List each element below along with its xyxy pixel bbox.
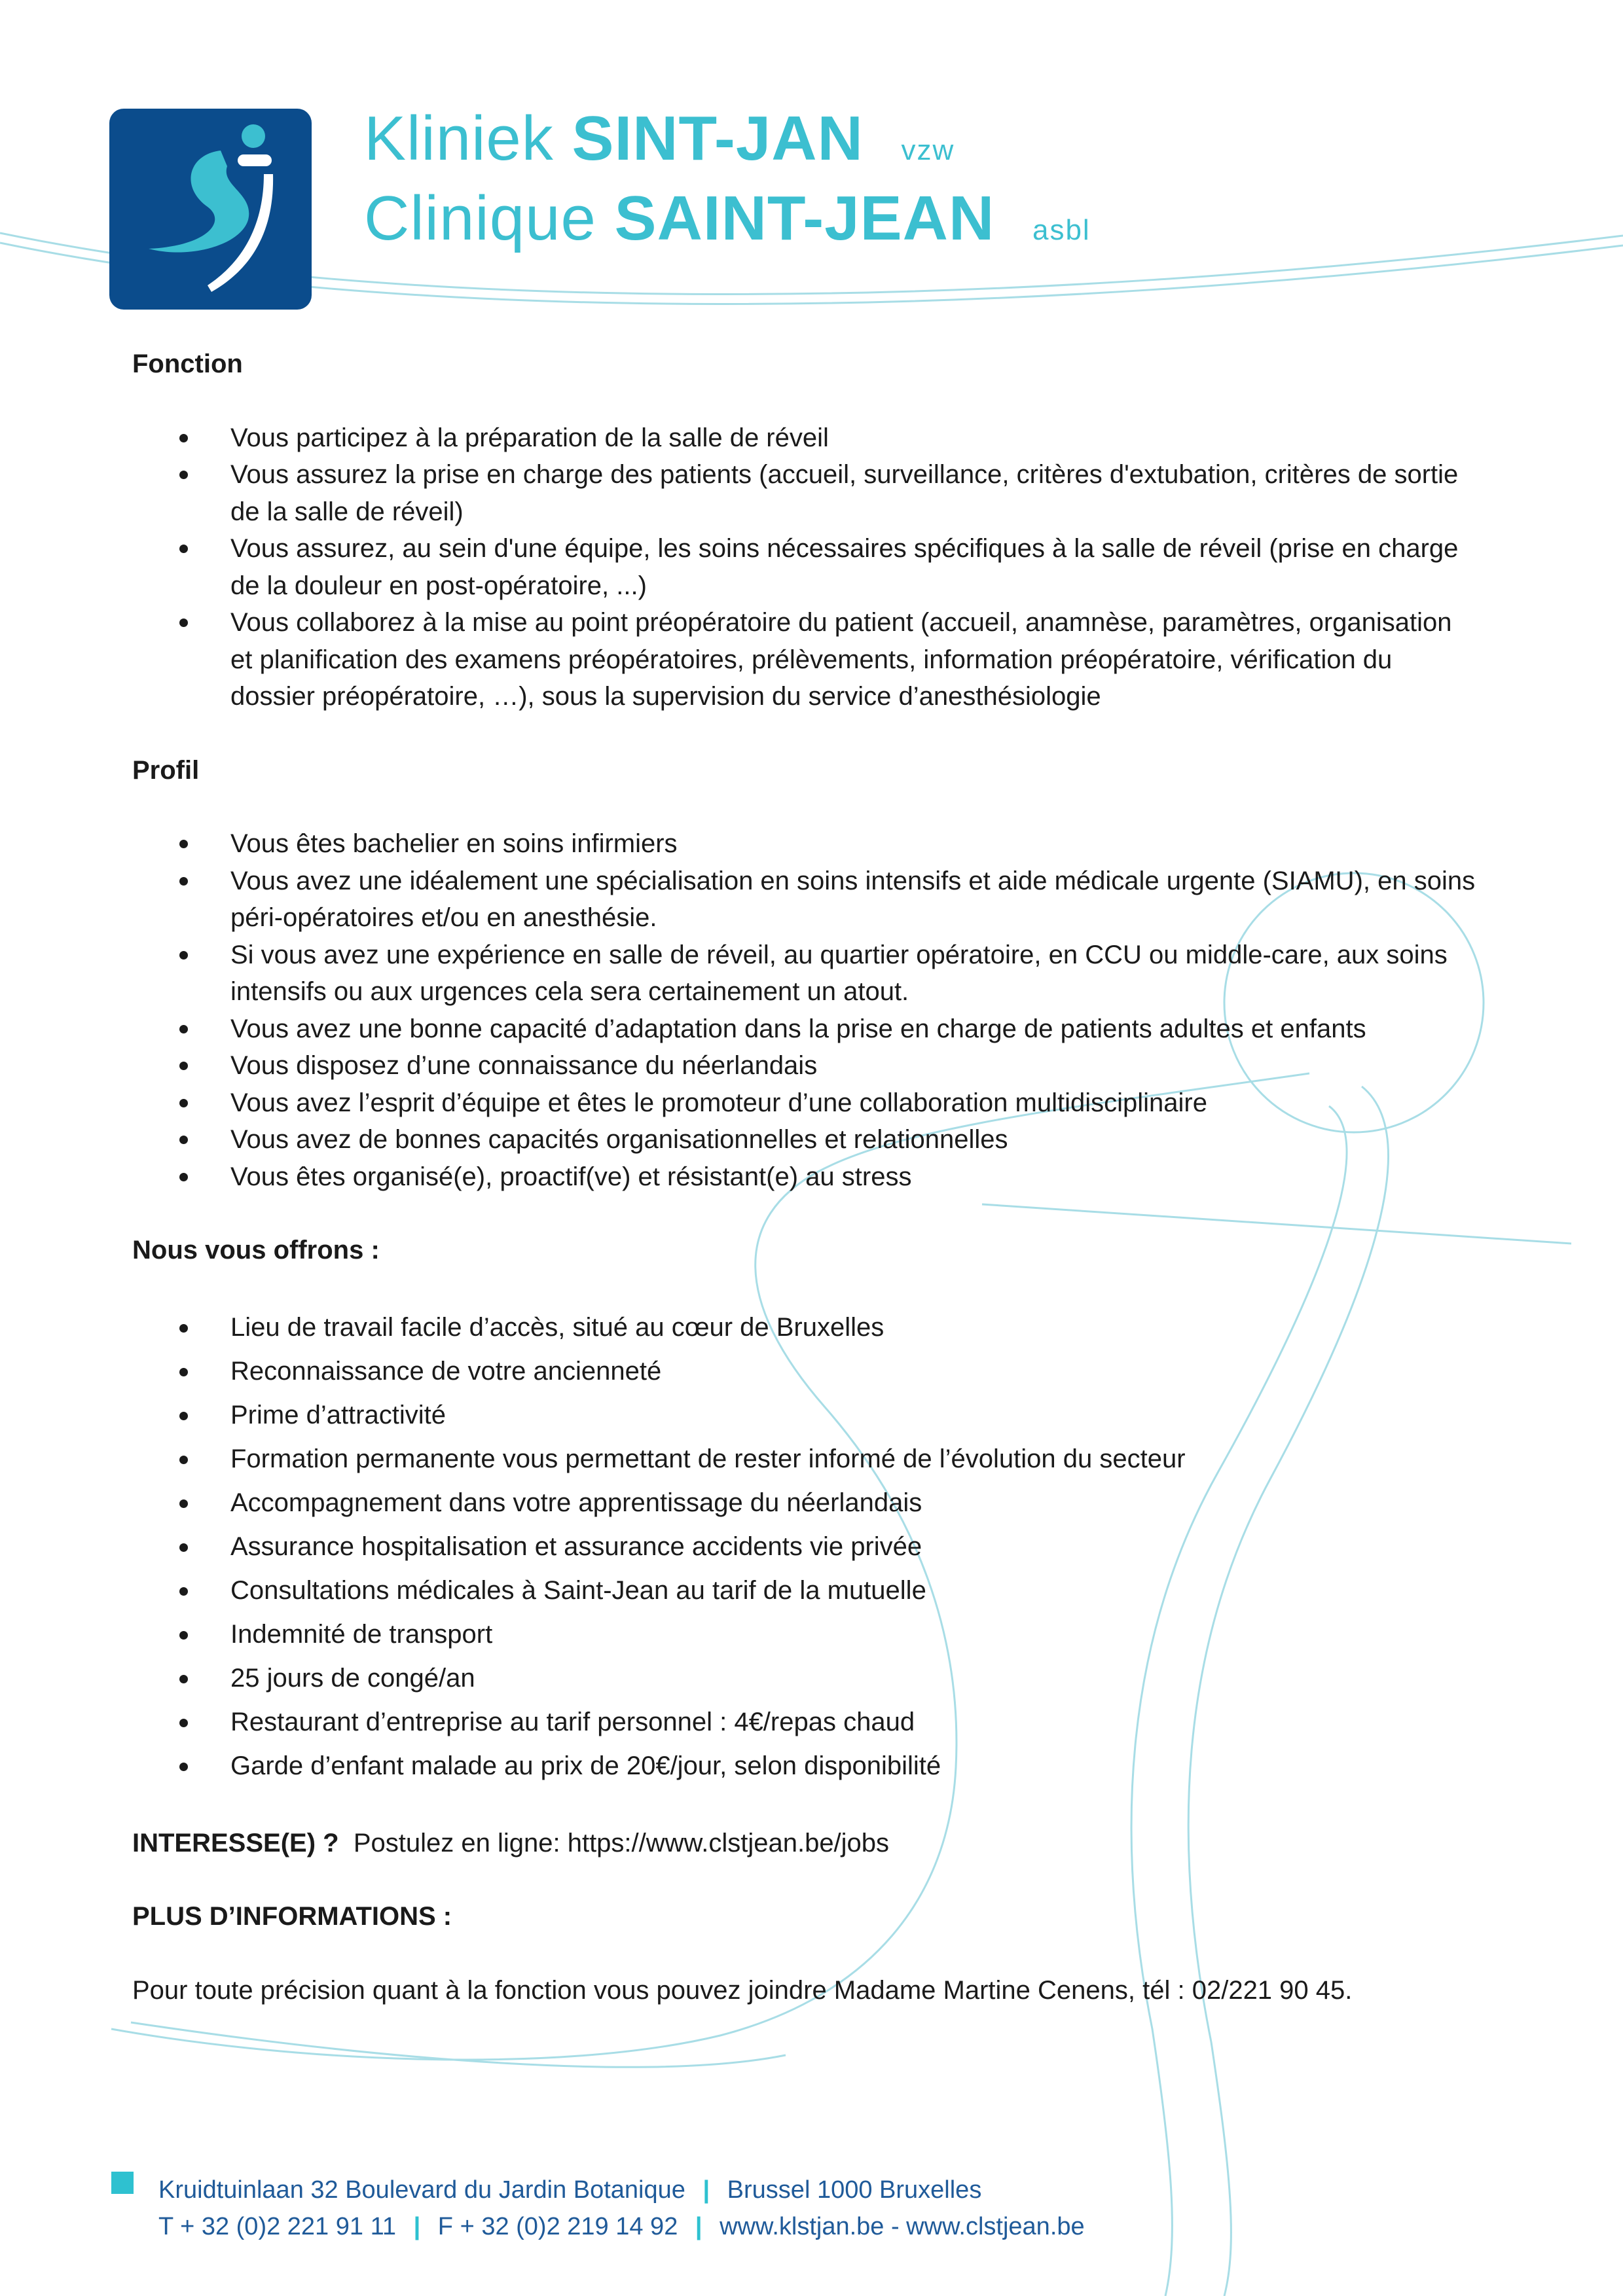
list-item: Restaurant d’entreprise au tarif personnel : 4€/repas chaud [230, 1700, 1481, 1744]
footer-separator: | [413, 2213, 421, 2240]
footer-separator: | [695, 2213, 702, 2240]
apply-label: INTERESSE(E) ? [132, 1828, 339, 1857]
footer-separator: | [702, 2176, 710, 2204]
list-item: Vous participez à la préparation de la salle de réveil [230, 420, 1481, 457]
brand-name: SINT-JAN [572, 103, 864, 173]
brand-line-dutch [364, 105, 1091, 185]
brand-line-french [364, 185, 1091, 264]
section-heading-profil: Profil [132, 755, 200, 785]
footer-address: Kruidtuinlaan 32 Boulevard du Jardin Botanique [158, 2176, 685, 2204]
apply-link[interactable]: Postulez en ligne: https://www.clstjean.be/jobs [353, 1828, 890, 1857]
list-item: Vous avez l’esprit d’équipe et êtes le promoteur d’une collaboration multidisciplinaire [230, 1085, 1481, 1122]
list-item: Indemnité de transport [230, 1613, 1481, 1657]
list-item: Vous êtes bachelier en soins infirmiers [230, 825, 1481, 863]
brand-word: Clinique [364, 183, 596, 253]
list-item: Garde d’enfant malade au prix de 20€/jour, selon disponibilité [230, 1744, 1481, 1788]
contact-text: Pour toute précision quant à la fonction vous pouvez joindre Madame Martine Cenens, tél : 02/221 90 45. [132, 1975, 1353, 2005]
brand-suffix: asbl [1032, 214, 1091, 246]
clinic-logo [109, 109, 312, 310]
list-item: Consultations médicales à Saint-Jean au tarif de la mutuelle [230, 1569, 1481, 1613]
offers-list [132, 1306, 1481, 1788]
list-item: Reconnaissance de votre ancienneté [230, 1350, 1481, 1393]
brand-word: Kliniek [364, 103, 554, 173]
footer-square-icon [111, 2172, 134, 2194]
list-item: Vous avez une bonne capacité d’adaptation dans la prise en charge de patients adultes et enfants [230, 1011, 1481, 1048]
fonction-list [132, 420, 1481, 715]
footer-city: Brussel 1000 Bruxelles [727, 2176, 982, 2204]
list-item: Vous assurez la prise en charge des patients (accueil, surveillance, critères d'extubation, critères de sortie de la salle de réveil) [230, 456, 1481, 530]
list-item: Si vous avez une expérience en salle de réveil, au quartier opératoire, en CCU ou middle-care, aux soins intensifs ou aux urgences cela sera certainement un atout. [230, 937, 1481, 1011]
clinic-brand-name [364, 105, 1091, 264]
footer-contact-line [158, 2208, 1085, 2245]
list-item: Prime d’attractivité [230, 1393, 1481, 1437]
list-item: Vous avez une idéalement une spécialisation en soins intensifs et aide médicale urgente (SIAMU), en soins péri-opératoires et/ou en anesthésie. [230, 863, 1481, 937]
footer-address-line [158, 2172, 1085, 2208]
clinic-logo-icon [109, 109, 312, 310]
list-item: Vous êtes organisé(e), proactif(ve) et résistant(e) au stress [230, 1158, 1481, 1196]
page-footer [111, 2172, 1085, 2245]
list-item: Vous disposez d’une connaissance du néerlandais [230, 1047, 1481, 1085]
list-item: Lieu de travail facile d’accès, situé au cœur de Bruxelles [230, 1306, 1481, 1350]
list-item: Assurance hospitalisation et assurance accidents vie privée [230, 1525, 1481, 1569]
section-heading-offers: Nous vous offrons : [132, 1236, 380, 1265]
section-heading-more-info: PLUS D’INFORMATIONS : [132, 1902, 452, 1931]
list-item: 25 jours de congé/an [230, 1657, 1481, 1700]
list-item: Vous avez de bonnes capacités organisationnelles et relationnelles [230, 1121, 1481, 1158]
brand-suffix: vzw [901, 134, 955, 166]
list-item: Vous collaborez à la mise au point préopératoire du patient (accueil, anamnèse, paramètres, organisation et planification des examens préopératoires, prélèvements, information préopératoire, vérification du dossier préopératoire, …), sous la supervision du service d’anesthésiologie [230, 604, 1481, 715]
list-item: Formation permanente vous permettant de rester informé de l’évolution du secteur [230, 1437, 1481, 1481]
list-item: Vous assurez, au sein d'une équipe, les soins nécessaires spécifiques à la salle de réveil (prise en charge de la douleur en post-opératoire, ...) [230, 530, 1481, 604]
footer-fax: F + 32 (0)2 219 14 92 [437, 2213, 678, 2240]
footer-phone: T + 32 (0)2 221 91 11 [158, 2213, 397, 2240]
job-description [132, 346, 1481, 2009]
profil-list [132, 825, 1481, 1195]
brand-name: SAINT-JEAN [614, 183, 995, 253]
section-heading-fonction: Fonction [132, 350, 243, 378]
footer-websites[interactable]: www.klstjan.be - www.clstjean.be [720, 2213, 1085, 2240]
apply-line [132, 1825, 1481, 1862]
list-item: Accompagnement dans votre apprentissage du néerlandais [230, 1481, 1481, 1525]
